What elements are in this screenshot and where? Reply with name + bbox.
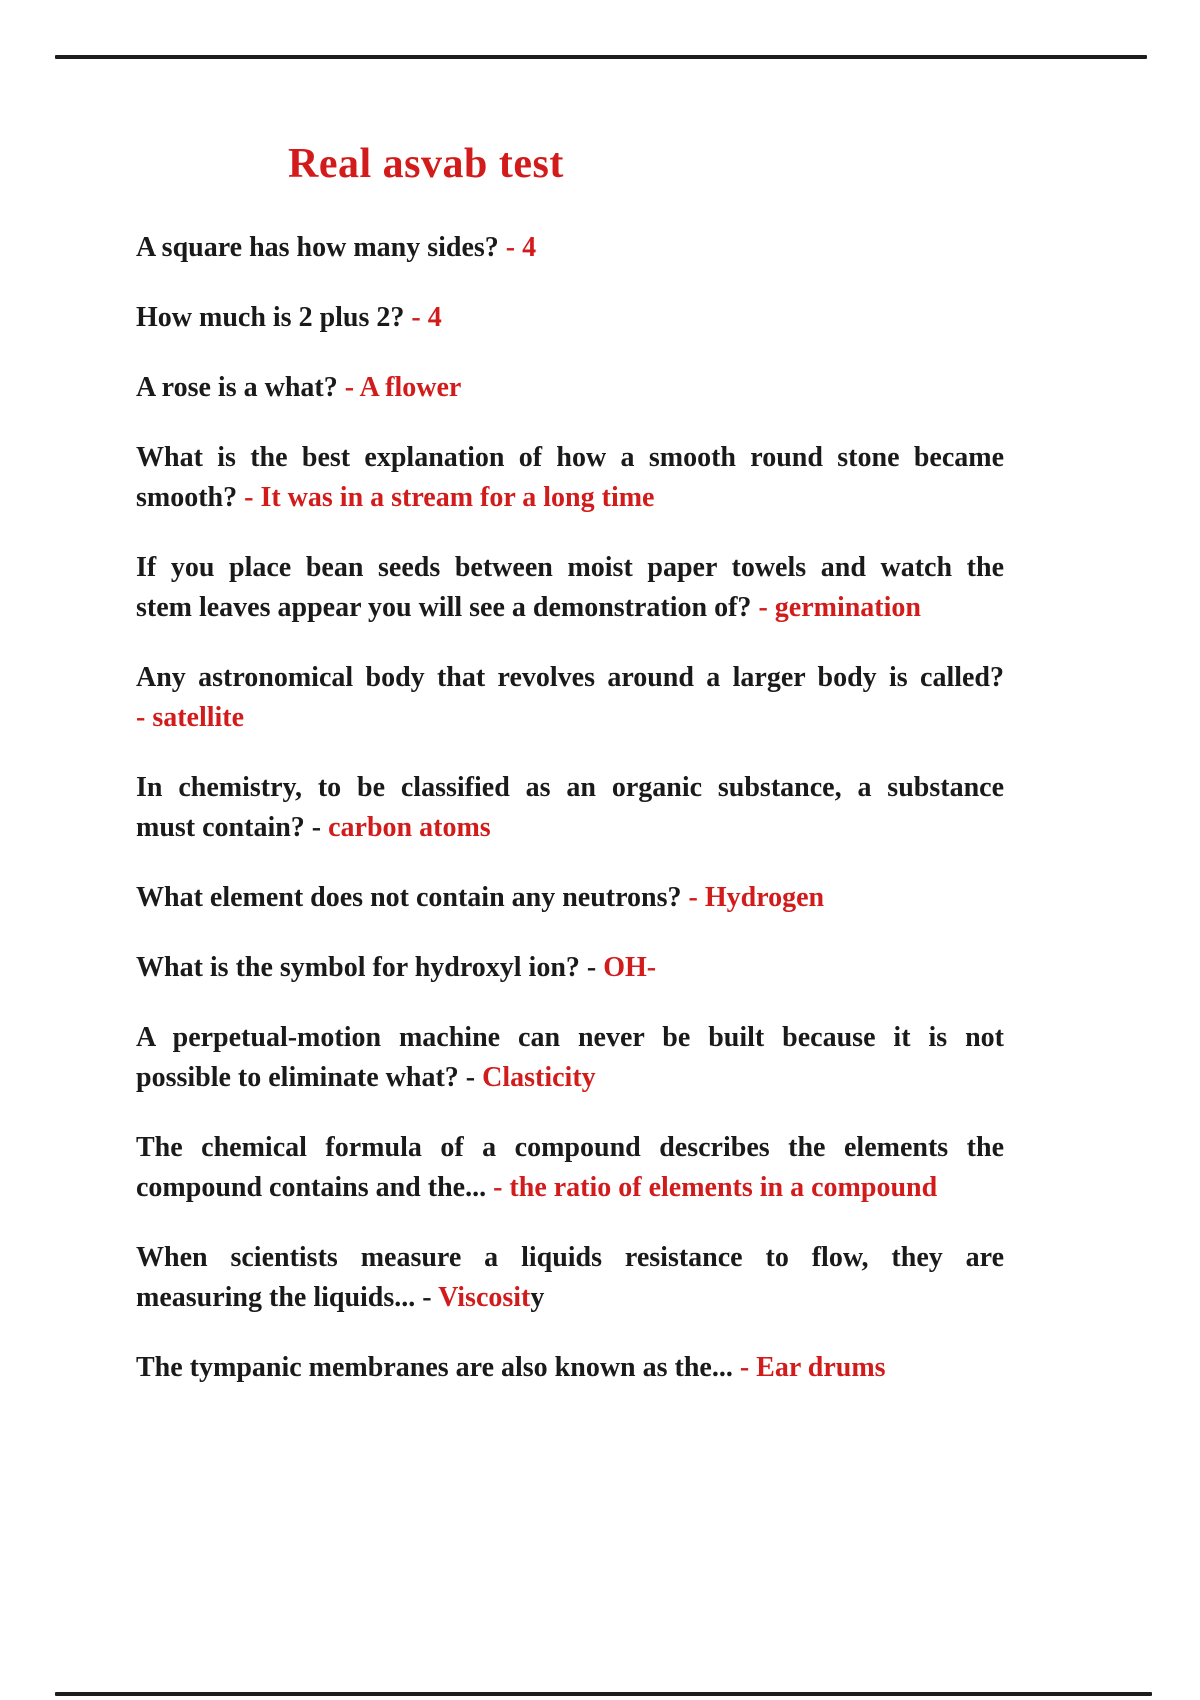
answer-text: Viscosit bbox=[438, 1282, 531, 1313]
answer-text: - Hydrogen bbox=[688, 882, 825, 913]
question-line bbox=[136, 1128, 1004, 1168]
question-text: What element does not contain any neutrons? bbox=[136, 882, 689, 913]
question-line bbox=[136, 698, 1004, 738]
question-line bbox=[136, 1058, 1004, 1098]
question-line bbox=[136, 658, 1004, 698]
question-line bbox=[136, 368, 1004, 408]
question-item bbox=[136, 298, 1004, 338]
answer-text: - Ear drums bbox=[739, 1352, 886, 1383]
question-text: A square has how many sides? bbox=[136, 232, 506, 263]
question-text: smooth? bbox=[136, 482, 245, 513]
question-text: Any astronomical body that revolves around a larger body is called? bbox=[136, 662, 1004, 693]
question-text: A rose is a what? bbox=[136, 372, 345, 403]
question-text: When scientists measure a liquids resistance to flow, they are bbox=[136, 1242, 1004, 1273]
question-line bbox=[136, 948, 1004, 988]
question-line bbox=[136, 1348, 1004, 1388]
question-line bbox=[136, 478, 1004, 518]
answer-text: - the ratio of elements in a compound bbox=[493, 1172, 938, 1203]
bottom-rule bbox=[55, 1692, 1152, 1696]
answer-text: - satellite bbox=[136, 702, 245, 733]
question-text: possible to eliminate what? - bbox=[136, 1062, 483, 1093]
question-item bbox=[136, 368, 1004, 408]
question-line bbox=[136, 548, 1004, 588]
question-item bbox=[136, 1238, 1004, 1318]
qa-list bbox=[136, 228, 1004, 1388]
question-line bbox=[136, 1238, 1004, 1278]
question-text: What is the best explanation of how a smooth round stone became bbox=[136, 442, 1004, 473]
question-text: A perpetual-motion machine can never be built because it is not bbox=[136, 1022, 1004, 1053]
question-line bbox=[136, 878, 1004, 918]
question-text: What is the symbol for hydroxyl ion? - bbox=[136, 952, 604, 983]
answer-text: carbon atoms bbox=[328, 812, 491, 843]
question-text: The chemical formula of a compound describes the elements the bbox=[136, 1132, 1004, 1163]
answer-text: OH- bbox=[603, 952, 657, 983]
question-item bbox=[136, 878, 1004, 918]
question-item bbox=[136, 228, 1004, 268]
question-text: measuring the liquids... - bbox=[136, 1282, 439, 1313]
question-line bbox=[136, 808, 1004, 848]
question-item bbox=[136, 1348, 1004, 1388]
answer-text: - A flower bbox=[344, 372, 462, 403]
question-text: In chemistry, to be classified as an organic substance, a substance bbox=[136, 772, 1004, 803]
question-item bbox=[136, 768, 1004, 848]
answer-text: - It was in a stream for a long time bbox=[244, 482, 655, 513]
question-text: How much is 2 plus 2? bbox=[136, 302, 412, 333]
question-line bbox=[136, 1168, 1004, 1208]
question-line bbox=[136, 768, 1004, 808]
answer-text: Clasticity bbox=[482, 1062, 596, 1093]
question-text: y bbox=[530, 1282, 545, 1313]
question-line bbox=[136, 298, 1004, 338]
question-item bbox=[136, 438, 1004, 518]
question-text: stem leaves appear you will see a demonstration of? bbox=[136, 592, 759, 623]
document-page bbox=[136, 0, 1004, 1418]
page-title: Real asvab test bbox=[288, 141, 564, 187]
question-text: The tympanic membranes are also known as the... bbox=[136, 1352, 740, 1383]
question-text: If you place bean seeds between moist paper towels and watch the bbox=[136, 552, 1004, 583]
question-line bbox=[136, 588, 1004, 628]
question-item bbox=[136, 948, 1004, 988]
question-item bbox=[136, 548, 1004, 628]
answer-text: - germination bbox=[758, 592, 921, 623]
question-line bbox=[136, 228, 1004, 268]
question-item bbox=[136, 1128, 1004, 1208]
answer-text: - 4 bbox=[505, 232, 537, 263]
question-line bbox=[136, 1278, 1004, 1318]
question-text: compound contains and the... bbox=[136, 1172, 494, 1203]
question-line bbox=[136, 438, 1004, 478]
question-text: must contain? - bbox=[136, 812, 329, 843]
answer-text: - 4 bbox=[411, 302, 442, 333]
question-item bbox=[136, 1018, 1004, 1098]
question-line bbox=[136, 1018, 1004, 1058]
question-item bbox=[136, 658, 1004, 738]
